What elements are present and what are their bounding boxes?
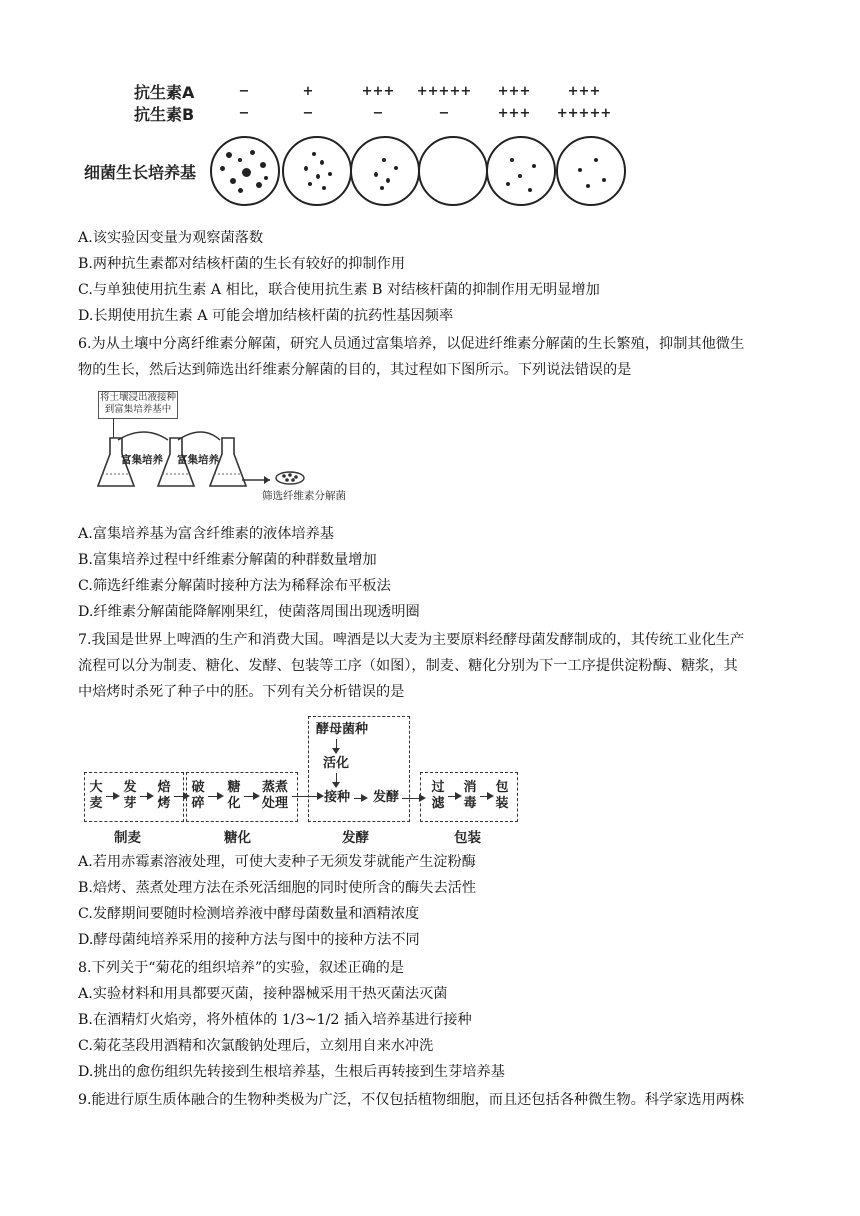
q5-option-a: A.该实验因变量为观察菌落数 bbox=[78, 230, 264, 246]
stage-label-saccharification: 糖化 bbox=[224, 830, 251, 846]
node-barley-1: 大 bbox=[89, 780, 103, 795]
q7-stem-line1: 7.我国是世界上啤酒的生产和消费大国。啤酒是以大麦为主要原料经酵母菌发酵制成的，其传统工业化生产 bbox=[78, 632, 745, 648]
node-pack-1: 包 bbox=[495, 780, 509, 795]
culture-dish-6 bbox=[556, 136, 626, 206]
node-bake-1: 焙 bbox=[157, 780, 171, 795]
node-inoculate: 接种 bbox=[323, 790, 350, 805]
dish-row-label: 细菌生长培养基 bbox=[84, 163, 197, 182]
q6-stem-line1: 6.为从土壤中分离纤维素分解菌，研究人员通过富集培养，以促进纤维素分解菌的生长繁殖，抑制其他微生 bbox=[78, 336, 745, 352]
culture-dish-1 bbox=[210, 136, 280, 206]
b-value-2: − bbox=[302, 106, 314, 121]
q9-stem-line1: 9.能进行原生质体融合的生物种类极为广泛，不仅包括植物细胞，而且还包括各种微生物。科学家选用两株 bbox=[78, 1092, 745, 1108]
b-value-3: − bbox=[372, 106, 384, 121]
stage-label-packaging: 包装 bbox=[454, 830, 481, 846]
start-note-line1: 将土壤浸出液接种 bbox=[100, 392, 177, 403]
node-yeast-strain: 酵母菌种 bbox=[315, 722, 368, 737]
node-disinfect-2: 毒 bbox=[463, 796, 477, 811]
q5-option-d: D.长期使用抗生素 A 可能会增加结核杆菌的抗药性基因频率 bbox=[78, 308, 454, 324]
b-value-5: +++ bbox=[497, 106, 531, 121]
q6-option-d: D.纤维素分解菌能降解刚果红，使菌落周围出现透明圈 bbox=[78, 604, 420, 620]
stage-label-malting: 制麦 bbox=[114, 830, 141, 846]
b-value-6: +++++ bbox=[556, 106, 612, 121]
q8-stem: 8.下列关于“菊花的组织培养”的实验，叙述正确的是 bbox=[78, 960, 404, 976]
culture-dish-3 bbox=[350, 136, 420, 206]
node-boil-2: 处理 bbox=[261, 796, 288, 811]
node-pack-2: 装 bbox=[495, 796, 509, 811]
node-sprout-1: 发 bbox=[123, 780, 137, 795]
q5-option-b: B.两种抗生素都对结核杆菌的生长有较好的抑制作用 bbox=[78, 256, 406, 272]
q7-stem-line2: 流程可以分为制麦、糖化、发酵、包装等工序（如图），制麦、糖化分别为下一工序提供淀粉酶、糖浆，其 bbox=[78, 658, 738, 674]
antibiotic-a-label: 抗生素A bbox=[134, 83, 195, 102]
node-filter-2: 滤 bbox=[431, 796, 445, 811]
q8-option-a: A.实验材料和用具都要灭菌，接种器械采用干热灭菌法灭菌 bbox=[78, 986, 448, 1002]
culture-dish-5 bbox=[486, 136, 556, 206]
culture-dish-2 bbox=[282, 136, 352, 206]
node-activate: 活化 bbox=[322, 756, 349, 771]
stage-label-fermentation: 发酵 bbox=[342, 830, 369, 846]
a-value-5: +++ bbox=[497, 84, 531, 99]
a-value-1: − bbox=[238, 84, 250, 99]
a-value-4: +++++ bbox=[416, 84, 472, 99]
node-crush-1: 破 bbox=[191, 780, 205, 795]
enrichment-step-2: 富集培养 bbox=[177, 454, 219, 466]
q6-option-c: C.筛选纤维素分解菌时接种方法为稀释涂布平板法 bbox=[78, 578, 391, 594]
node-crush-2: 碎 bbox=[191, 796, 205, 811]
q6-option-a: A.富集培养基为富含纤维素的液体培养基 bbox=[78, 526, 334, 542]
q8-option-c: C.菊花茎段用酒精和次氯酸钠处理后，立刻用自来水冲洗 bbox=[78, 1038, 434, 1054]
node-saccharify-2: 化 bbox=[227, 796, 241, 811]
q8-option-d: D.挑出的愈伤组织先转接到生根培养基，生根后再转接到生芽培养基 bbox=[78, 1064, 505, 1080]
q7-option-b: B.焙烤、蒸煮处理方法在杀死活细胞的同时使所含的酶失去活性 bbox=[78, 880, 477, 896]
node-disinfect-1: 消 bbox=[463, 780, 477, 795]
antibiotic-b-label: 抗生素B bbox=[134, 105, 195, 124]
q7-option-d: D.酵母菌纯培养采用的接种方法与图中的接种方法不同 bbox=[78, 932, 420, 948]
node-sprout-2: 芽 bbox=[123, 796, 137, 811]
screening-note: 筛选纤维素分解菌 bbox=[262, 490, 346, 502]
q8-option-b: B.在酒精灯火焰旁，将外植体的 1/3~1/2 插入培养基进行接种 bbox=[78, 1012, 472, 1028]
culture-dish-4 bbox=[418, 136, 488, 206]
a-value-3: +++ bbox=[361, 84, 395, 99]
b-value-4: − bbox=[438, 106, 450, 121]
q5-option-c: C.与单独使用抗生素 A 相比，联合使用抗生素 B 对结核杆菌的抑制作用无明显增加 bbox=[78, 282, 600, 298]
q6-stem-line2: 物的生长，然后达到筛选出纤维素分解菌的目的，其过程如下图所示。下列说法错误的是 bbox=[78, 362, 632, 378]
a-value-6: +++ bbox=[567, 84, 601, 99]
node-ferment: 发酵 bbox=[372, 790, 399, 805]
node-saccharify-1: 糖 bbox=[227, 780, 241, 795]
q7-stem-line3: 中焙烤时杀死了种子中的胚。下列有关分析错误的是 bbox=[78, 684, 405, 700]
node-bake-2: 烤 bbox=[157, 796, 171, 811]
b-value-1: − bbox=[238, 106, 250, 121]
node-barley-2: 麦 bbox=[89, 796, 103, 811]
q7-option-a: A.若用赤霉素溶液处理，可使大麦种子无须发芽就能产生淀粉酶 bbox=[78, 854, 476, 870]
node-boil-1: 蒸煮 bbox=[261, 780, 288, 795]
node-filter-1: 过 bbox=[431, 780, 445, 795]
start-note-line2: 到富集培养基中 bbox=[104, 404, 172, 415]
enrichment-step-1: 富集培养 bbox=[121, 454, 163, 466]
a-value-2: + bbox=[302, 84, 314, 99]
q6-option-b: B.富集培养过程中纤维素分解菌的种群数量增加 bbox=[78, 552, 377, 568]
q7-option-c: C.发酵期间要随时检测培养液中酵母菌数量和酒精浓度 bbox=[78, 906, 420, 922]
